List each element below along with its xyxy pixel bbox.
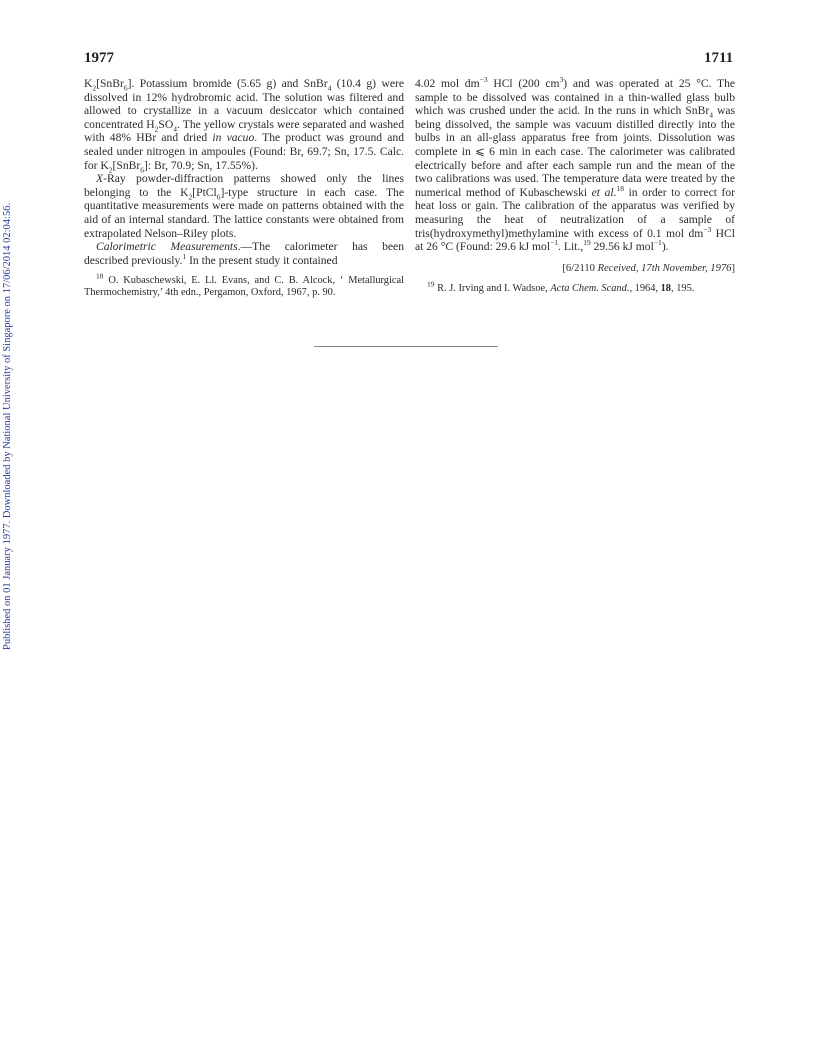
right-column bbox=[415, 77, 735, 295]
left-column bbox=[84, 77, 404, 299]
download-notice: Published on 01 January 1977. Downloaded by National University of Singapore on 17/06/2014 02:04:56. bbox=[2, 202, 13, 650]
reference-19: $^{19}$ R. J. Irving and I. Wadsoe, Acta Chem. Scand., 1964, 18, 195. bbox=[427, 279, 695, 295]
download-watermark bbox=[2, 190, 20, 650]
page-number: 1711 bbox=[704, 50, 734, 66]
calorimetry-paragraph: Calorimetric Measurements.—The calorimeter has been described previously.$^1$ In the present study it contained bbox=[84, 240, 404, 267]
calorimeter-continued-paragraph: 4.02 mol $dm^{-3}$ HCl (200 $cm^3$) and was operated at 25 °C. The sample to be dissolved was contained in a thin-walled glass bulb which was crushed under the acid. In the runs in which SnBr$_4$ was being dissolved, the sample was vacuum distilled directly into the bulbs in an all-glass apparatus free from joints. Dissolution was complete in ⩽ 6 min in each case. The calorimeter was calibrated electrically before and after each sample run and the mean of the two calibrations was used. The temperature data were treated by the numerical method of Kubaschewski et al.$^{18}$ in order to correct for heat loss or gain. The calibration of the apparatus was verified by measuring the heat of neutralization of a sample of tris(hydroxymethyl)methylamine with excess of 0.1 mol $dm^{-3}$ HCl at 26 °C (Found: 29.6 kJ mol$^{-1}$. Lit.,$^{19}$ 29.56 kJ mol$^{-1}$). bbox=[415, 75, 736, 254]
page-year: 1977 bbox=[84, 50, 114, 66]
reference-18: $^{18}$ O. Kubaschewski, E. Ll. Evans, and C. B. Alcock, ‘ Metallurgical Thermochemistry,’ 4th edn., Pergamon, Oxford, 1967, p. 90. bbox=[84, 271, 404, 299]
xray-paragraph: X-Ray powder-diffraction patterns showed only the lines belonging to the $K_2[PtCl_6]$-type structure in each case. The quantitative measurements were made on patterns obtained with the aid of an internal standard. The lattice constants were obtained from extrapolated Nelson–Riley plots. bbox=[84, 172, 405, 240]
synthesis-paragraph: $K_2[SnBr_6]$. Potassium bromide (5.65 g) and SnBr$_4$ (10.4 g) were dissolved in 12% hydrobromic acid. The solution was filtered and allowed to crystallize in a vacuum desiccator which contained concentrated $H_2SO_4$. The yellow crystals were separated and washed with 48% HBr and dried in vacuo. The product was ground and sealed under nitrogen in ampoules (Found: Br, 69.7; Sn, 17.5. Calc. for $K_2[SnBr_6]$: Br, 70.9; Sn, 17.55%). bbox=[84, 77, 405, 174]
received-line: [6/2110 Received, 17th November, 1976] bbox=[562, 262, 735, 274]
end-divider bbox=[314, 346, 498, 347]
